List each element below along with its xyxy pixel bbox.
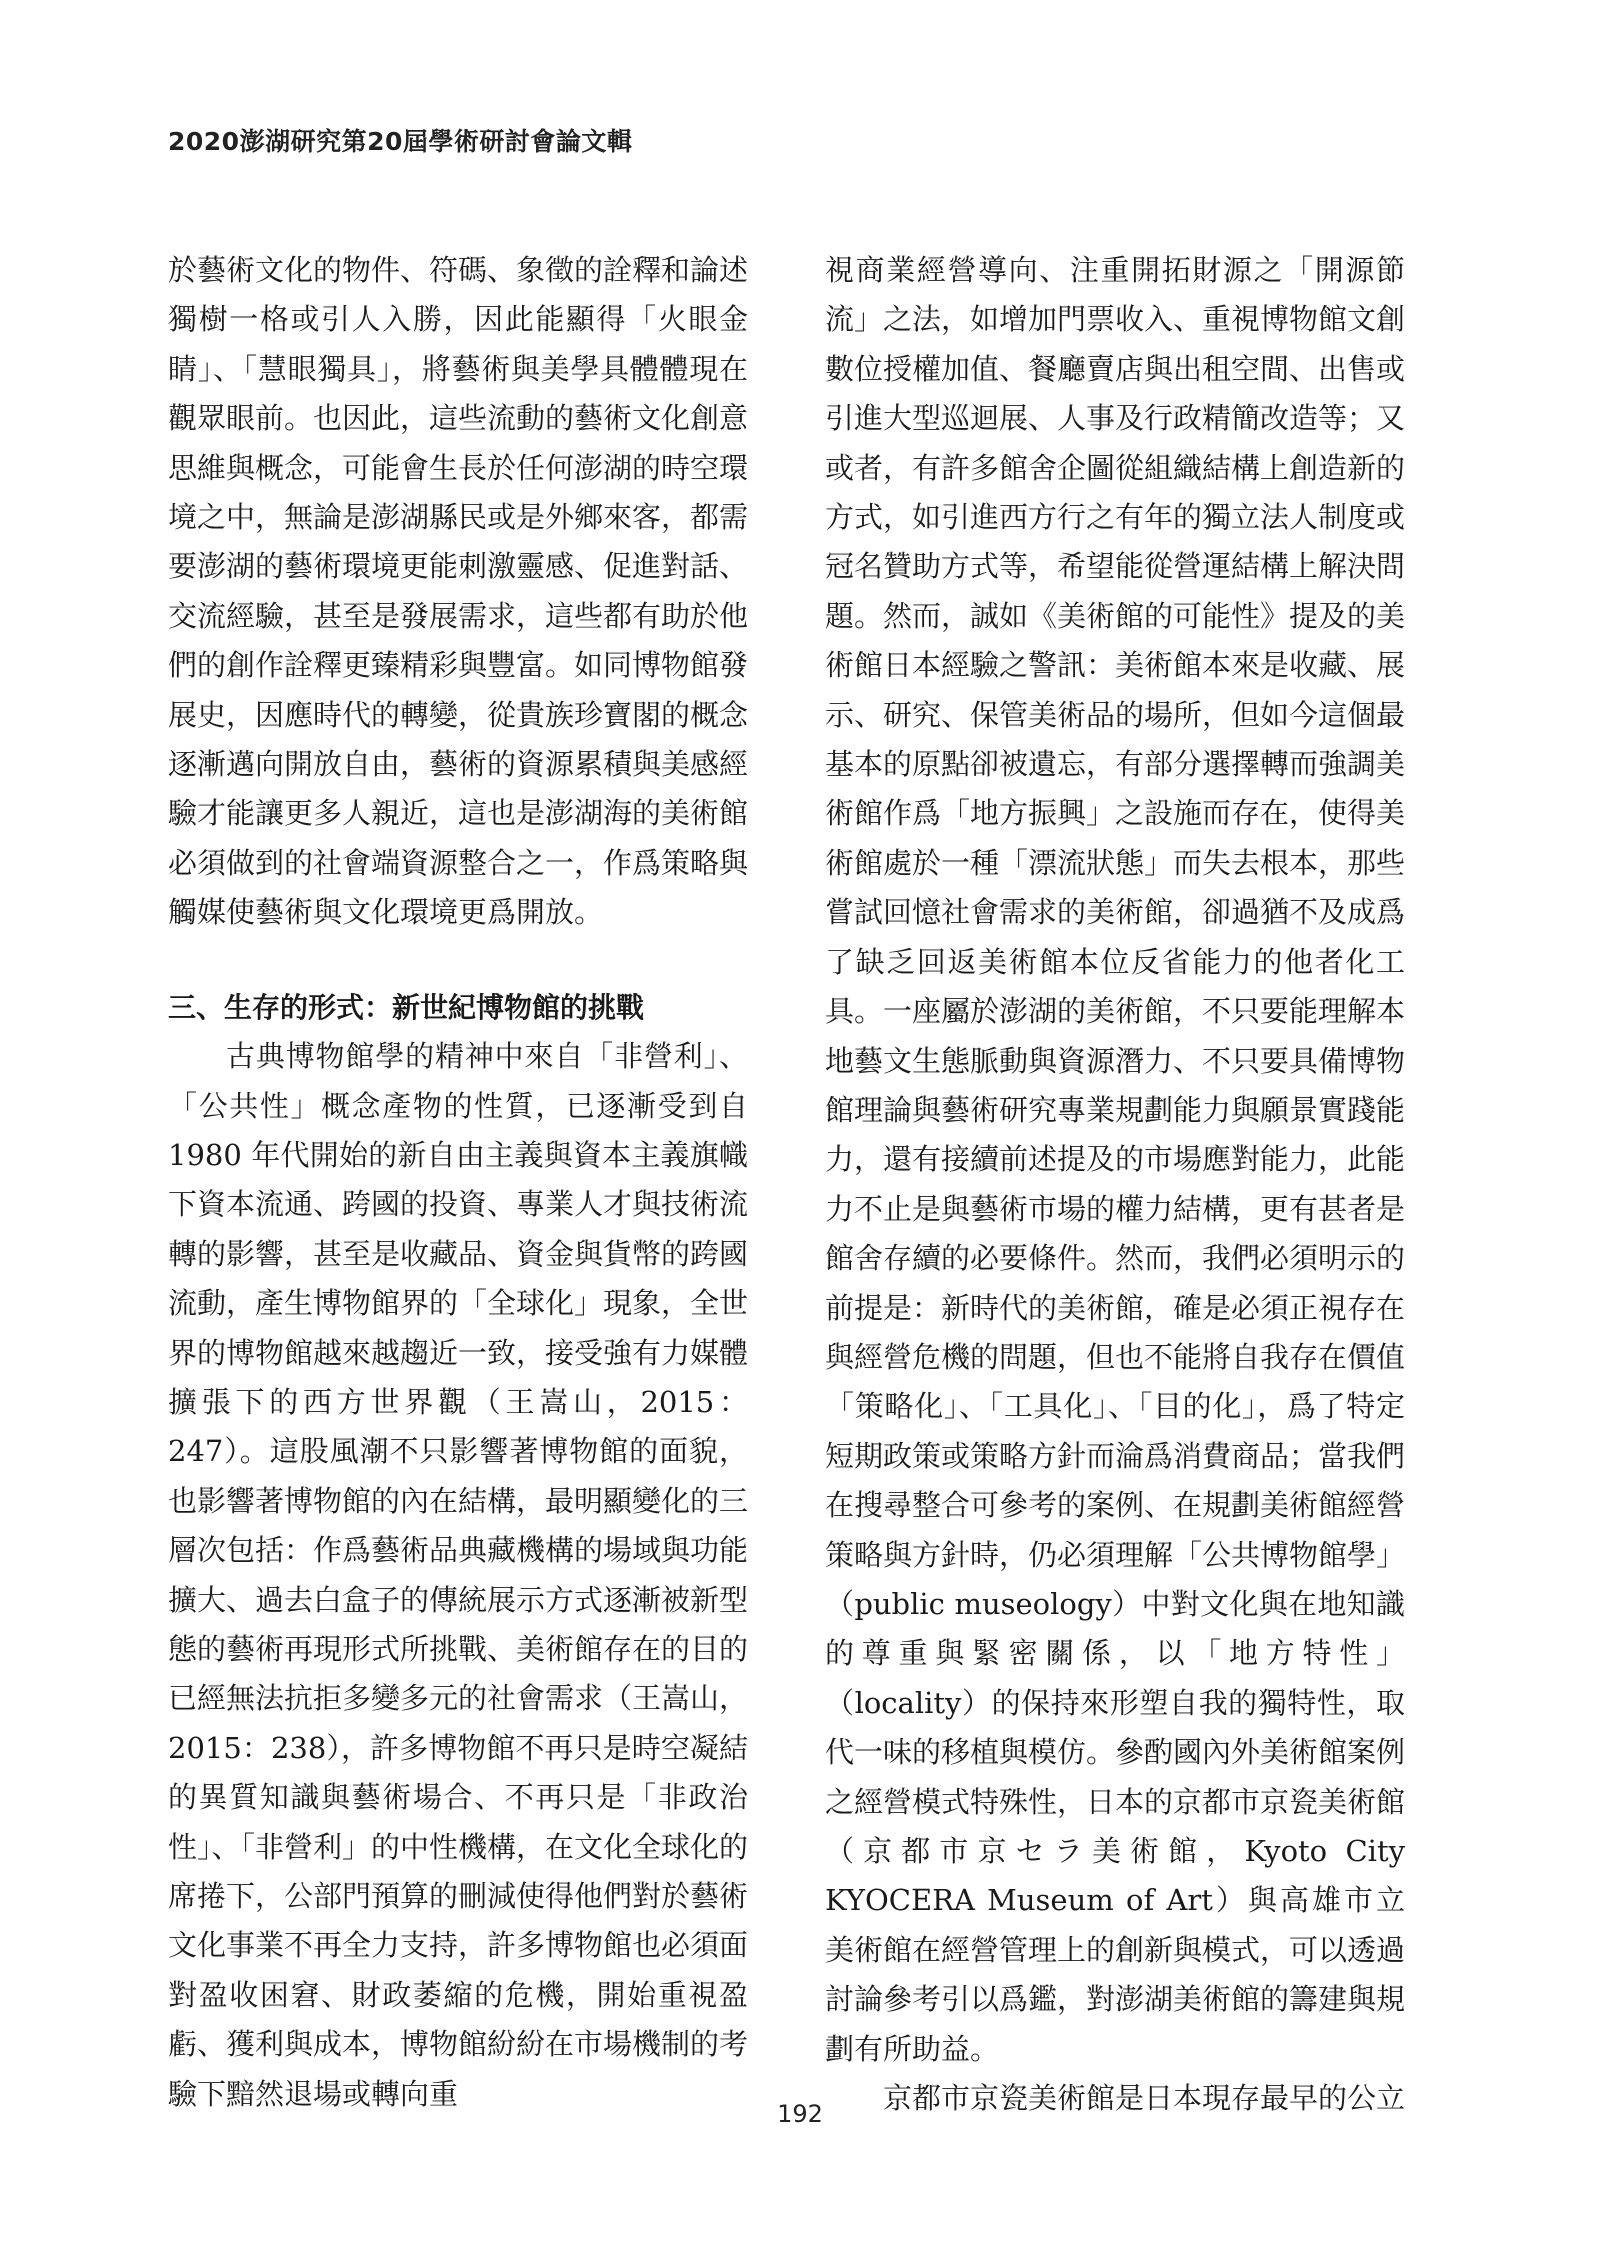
body-paragraph: 古典博物館學的精神中來自「非營利」、「公共性」概念產物的性質，已逐漸受到自 1980 年代開始的新自由主義與資本主義旗幟下資本流通、跨國的投資、專業人才與技術流轉的影響，甚至是收藏品、資金與貨幣的跨國流動，產生博物館界的「全球化」現象，全世界的博物館越來越趨近一致，接受強有力媒體擴張下的西方世界觀（王嵩山，2015：247）。這股風潮不只影響著博物館的面貌，也影響著博物館的內在結構，最明顯變化的三層次包括：作爲藝術品典藏機構的場域與功能擴大、過去白盒子的傳統展示方式逐漸被新型態的藝術再現形式所挑戰、美術館存在的目的已經無法抗拒多變多元的社會需求（王嵩山，2015：238），許多博物館不再只是時空凝結的異質知識與藝術場合、不再只是「非政治性」、「非營利」的中性機構，在文化全球化的席捲下，公部門預算的刪減使得他們對於藝術文化事業不再全力支持，許多博物館也必須面對盈收困窘、財政萎縮的危機，開始重視盈虧、獲利與成本，博物館紛紛在市場機制的考驗下黯然退場或轉向重	[168, 1039, 749, 2111]
section-heading: 三、生存的形式：新世紀博物館的挑戰	[168, 990, 645, 1024]
body-paragraph: 視商業經營導向、注重開拓財源之「開源節流」之法，如增加門票收入、重視博物館文創數位授權加值、餐廳賣店與出租空間、出售或引進大型巡迴展、人事及行政精簡改造等；又或者，有許多館舍企圖從組織結構上創造新的方式，如引進西方行之有年的獨立法人制度或冠名贊助方式等，希望能從營運結構上解決問題。然而，誠如《美術館的可能性》提及的美術館日本經驗之警訊：美術館本來是收藏、展示、研究、保管美術品的場所，但如今這個最基本的原點卻被遺忘，有部分選擇轉而強調美術館作爲「地方振興」之設施而存在，使得美術館處於一種「漂流狀態」而失去根本，那些嘗試回憶社會需求的美術館，卻過猶不及成爲了缺乏回返美術館本位反省能力的他者化工具。一座屬於澎湖的美術館，不只要能理解本地藝文生態脈動與資源潛力、不只要具備博物館理論與藝術研究專業規劃能力與願景實踐能力，還有接續前述提及的市場應對能力，此能力不止是與藝術市場的權力結構，更有甚者是館舍存續的必要條件。然而，我們必須明示的前提是：新時代的美術館，確是必須正視存在與經營危機的問題，但也不能將自我存在價值「策略化」、「工具化」、「目的化」，爲了特定短期政策或策略方針而淪爲消費商品；當我們在搜尋整合可參考的案例、在規劃美術館經營策略與方針時，仍必須理解「公共博物館學」（public museology）中對文化與在地知識的尊重與緊密關係，以「地方特性」（locality）的保持來形塑自我的獨特性，取代一味的移植與模仿。參酌國內外美術館案例之經營模式特殊性，日本的京都市京瓷美術館（京都市京セラ美術館，Kyoto City KYOCERA Museum of Art）與高雄市立美術館在經營管理上的創新與模式，可以透過討論參考引以爲鑑，對澎湖美術館的籌建與規劃有所助益。	[825, 253, 1406, 2066]
page-number: 192	[777, 2100, 823, 2128]
body-paragraph: 京都市京瓷美術館是日本現存最早的公立	[883, 2081, 1406, 2116]
body-paragraph: 於藝術文化的物件、符碼、象徵的詮釋和論述獨樹一格或引人入勝，因此能顯得「火眼金睛」、「慧眼獨具」，將藝術與美學具體體現在觀眾眼前。也因此，這些流動的藝術文化創意思維與概念，可能會生長於任何澎湖的時空環境之中，無論是澎湖縣民或是外鄉來客，都需要澎湖的藝術環境更能刺激靈感、促進對話、交流經驗，甚至是發展需求，這些都有助於他們的創作詮釋更臻精彩與豐富。如同博物館發展史，因應時代的轉變，從貴族珍寶閣的概念逐漸邁向開放自由，藝術的資源累積與美感經驗才能讓更多人親近，這也是澎湖海的美術館必須做到的社會端資源整合之一，作爲策略與觸媒使藝術與文化環境更爲開放。	[168, 253, 749, 930]
running-header: 2020澎湖研究第20屆學術研討會論文輯	[168, 127, 633, 156]
left-column	[168, 246, 748, 2119]
right-column	[825, 246, 1405, 2123]
